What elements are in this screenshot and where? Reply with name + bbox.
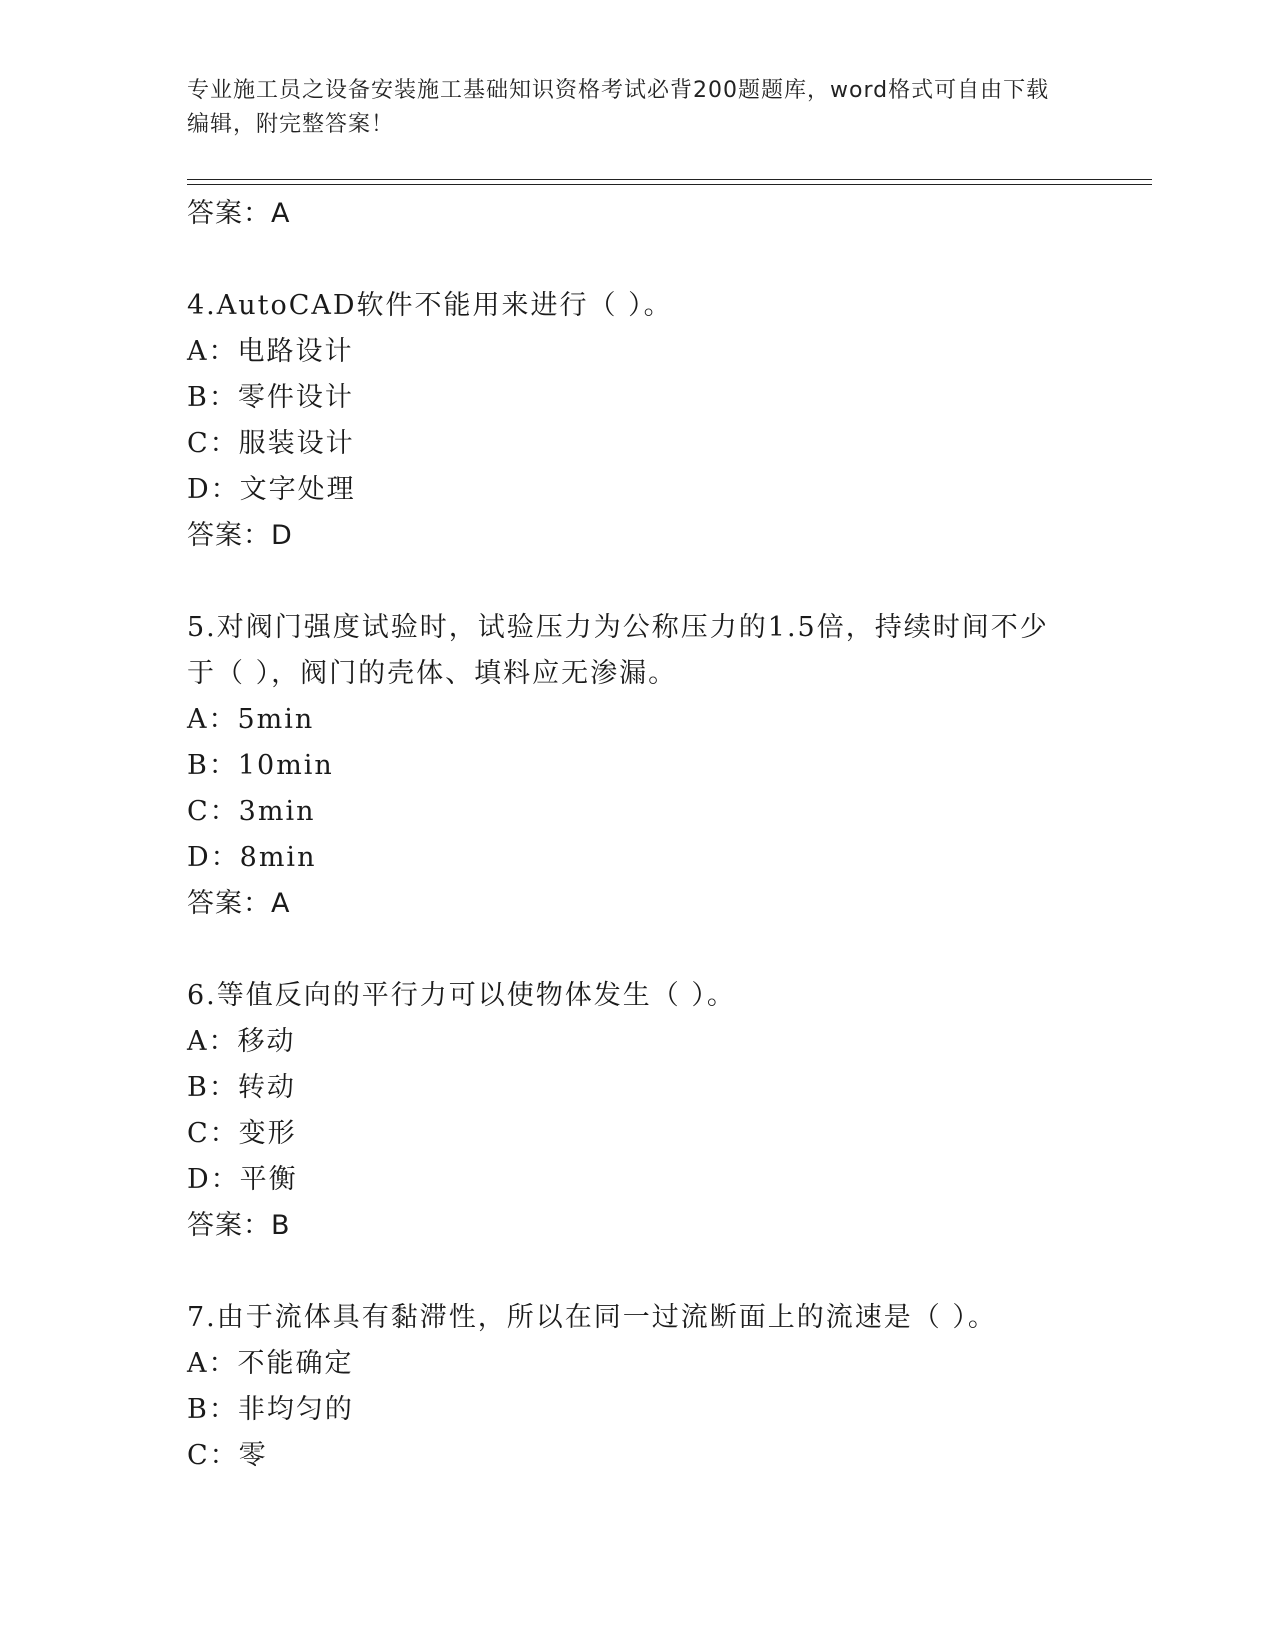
- question-text: 5.对阀门强度试验时，试验压力为公称压力的1.5倍，持续时间不少于（ ），阀门的壳体、填料应无渗漏。: [187, 612, 1049, 689]
- question-block: [187, 605, 1087, 927]
- option-line: C：服装设计: [187, 428, 355, 459]
- spacer: [187, 927, 1087, 973]
- spacer: [187, 1249, 1087, 1295]
- option-line: B：非均匀的: [187, 1394, 354, 1425]
- option-line: A：不能确定: [187, 1348, 354, 1379]
- question-block: [187, 283, 1087, 559]
- spacer: [187, 237, 1087, 283]
- option-line: A：电路设计: [187, 336, 354, 367]
- document-header: 专业施工员之设备安装施工基础知识资格考试必背200题题库，word格式可自由下载编辑，附完整答案！: [187, 78, 1050, 137]
- option-line: D：文字处理: [187, 474, 356, 505]
- option-line: B：零件设计: [187, 382, 354, 413]
- question-block: [187, 973, 1087, 1249]
- option-line: D：平衡: [187, 1164, 298, 1195]
- option-line: A：移动: [187, 1026, 296, 1057]
- question-list: [187, 191, 1087, 1479]
- header-divider-top: [187, 179, 1152, 180]
- question-text: 6.等值反向的平行力可以使物体发生（ ）。: [187, 980, 736, 1011]
- option-line: D：8min: [187, 842, 317, 873]
- header-divider-bottom: [187, 184, 1152, 185]
- option-line: B：10min: [187, 750, 334, 781]
- spacer: [187, 559, 1087, 605]
- question-text: 7.由于流体具有黏滞性，所以在同一过流断面上的流速是（ ）。: [187, 1302, 997, 1333]
- option-line: C：零: [187, 1440, 268, 1471]
- answer-line: 答案：A: [187, 888, 291, 919]
- option-line: C：3min: [187, 796, 316, 827]
- answer-line: 答案：A: [187, 198, 291, 229]
- option-line: C：变形: [187, 1118, 297, 1149]
- option-line: A：5min: [187, 704, 315, 735]
- question-text: 4.AutoCAD软件不能用来进行（ ）。: [187, 290, 673, 321]
- option-line: B：转动: [187, 1072, 296, 1103]
- answer-line: 答案：D: [187, 520, 293, 551]
- question-block: [187, 1295, 1087, 1479]
- answer-line: 答案：B: [187, 1210, 291, 1241]
